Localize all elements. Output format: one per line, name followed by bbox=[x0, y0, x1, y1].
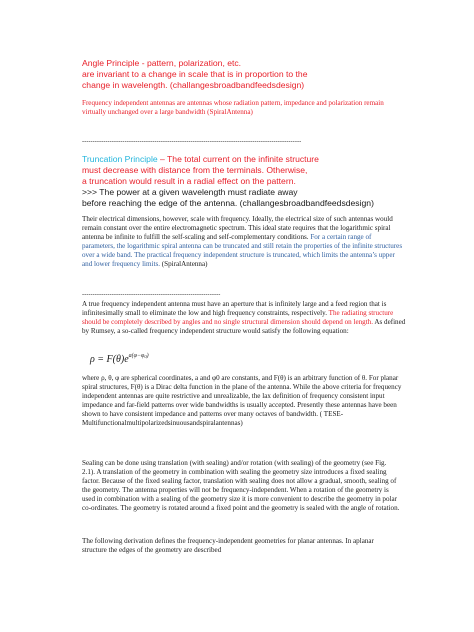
separator-line-2: ----------------------------------------------------------------- bbox=[82, 291, 221, 298]
angle-principle-heading bbox=[82, 58, 406, 91]
equation-lhs: ρ = F(θ)e bbox=[90, 354, 129, 365]
angle-principle-line3: change in wavelength. (challangesbroadbandfeedsdesign) bbox=[82, 80, 305, 90]
definitions-text: where ρ, θ, φ are spherical coordinates, a and φ0 are constants, and F(θ) is an arbitrary function of θ. For planar spiral structures, F(θ) is a Dirac delta function in the plane of the antenna. While the above criteria for frequency independent antennas are quite restrictive and unrealizable, the lax definition of frequency consistent input impedance and far-field patterns over wide bandwidths is usually accepted. Presently these antennas have been shown to have consistent impedance and patterns over many octaves of bandwidth. ( TESE-Multifunctionalmultipolarizedsinuousandspiralantennas) bbox=[82, 374, 402, 428]
spiral-paragraph-highlight: For a certain range of parameters, the logarithmic spiral antenna can be truncated and still retain the properties of the infinite structures over a wide band. The practical frequency independent structure is truncated, which limits the antenna’s upper and lower frequency limits. bbox=[82, 233, 403, 269]
separator-line-1: ------------------------------------------------------------------------------------------------------- bbox=[82, 138, 302, 145]
rumsey-text-2: As defined by Rumsey, a so-called frequency independent structure would satisfy the following equation: bbox=[82, 318, 406, 336]
rumsey-text-1: A true frequency independent antenna must have an aperture that is infinitely large and a feed region that is infinitesimally small to eliminate the low and high frequency constraints, respectively. bbox=[82, 300, 387, 318]
truncation-line5: before reaching the edge of the antenna. (challangesbroadbandfeedsdesign) bbox=[82, 198, 374, 208]
truncation-line1: The total current on the infinite structure bbox=[167, 154, 319, 164]
rumsey-paragraph bbox=[82, 300, 406, 336]
spiral-paragraph-source: (SpiralAntenna) bbox=[160, 260, 208, 269]
angle-principle-line1: Angle Principle - pattern, polarization, etc. bbox=[82, 58, 242, 68]
angle-principle-note-text: Frequency independent antennas are antennas whose radiation pattern, impedance and polarization remain virtually unchanged over a large bandwidth (SpiralAntenna) bbox=[82, 99, 384, 117]
angle-principle-note bbox=[82, 99, 406, 117]
truncation-principle-block bbox=[82, 154, 412, 209]
spiral-paragraph-text: Their electrical dimensions, however, scale with frequency. Ideally, the electrical size of such antennas would remain constant over the entire electromagnetic spectrum. This ideal state requires that the logarithmic spiral antenna be infinite to fulfill the self-scaling and self-complementary conditions. bbox=[82, 215, 393, 242]
spiral-paragraph bbox=[82, 215, 406, 270]
truncation-principle-label: Truncation Principle bbox=[82, 154, 158, 164]
sealing-text: Sealing can be done using translation (with sealing) and/or rotation (with sealing) of the geometry (see Fig. 2.1). A translation of the geometry in combination with sealing the geometry size introduces a fixed sealing factor. Because of the fixed sealing factor, translation with sealing does not allow a gradual, smooth, sealing of the geometry. The antenna properties will not be frequency-independent. When a rotation of the geometry is used in combination with a sealing of the geometry size it is more convenient to describe the geometry in polar co-ordinates. The geometry is rotated around a fixed point and the geometry is sealed with the angle of rotation. bbox=[82, 459, 400, 513]
equation-exponent: a(φ−φ0) bbox=[128, 353, 149, 359]
truncation-dash: – bbox=[157, 154, 168, 164]
derivation-paragraph bbox=[82, 537, 400, 555]
sealing-paragraph bbox=[82, 459, 400, 514]
truncation-line4: >>> The power at a given wavelength must radiate away bbox=[82, 187, 298, 197]
angle-principle-line2: are invariant to a change in scale that is in proportion to the bbox=[82, 69, 308, 79]
derivation-text: The following derivation defines the frequency-independent geometries for planar antennas. In aplanar structure the edges of the geometry are described bbox=[82, 537, 374, 555]
definitions-paragraph bbox=[82, 374, 402, 429]
rumsey-equation bbox=[90, 353, 149, 365]
truncation-line2: must decrease with distance from the terminals. Otherwise, bbox=[82, 165, 308, 175]
rumsey-highlight: The radiating structure should be completely described by angles and no single structural dimension should depend on length. bbox=[82, 309, 394, 327]
truncation-line3: a truncation would result in a radial effect on the pattern. bbox=[82, 176, 296, 186]
